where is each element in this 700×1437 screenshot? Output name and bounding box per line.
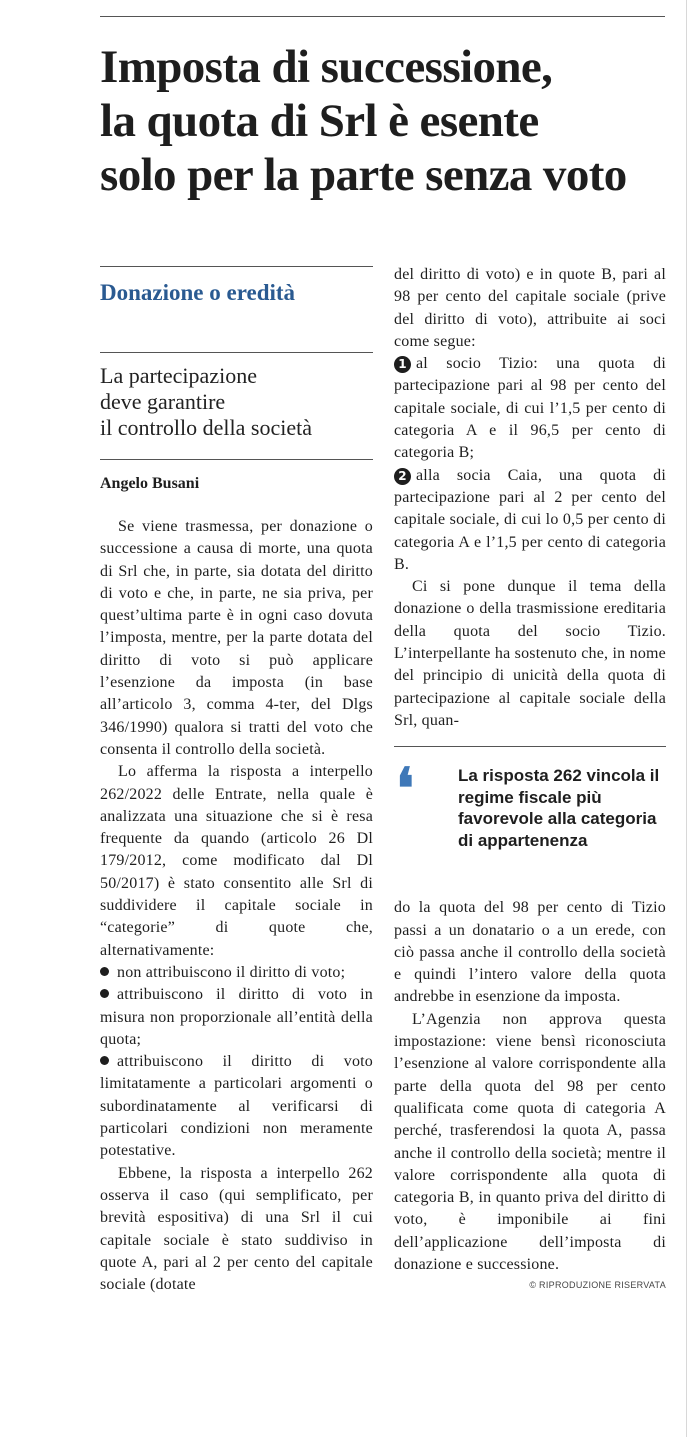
subtitle-line-1: La partecipazione bbox=[100, 363, 257, 388]
right-body-bottom bbox=[394, 897, 666, 1276]
copyright-notice: © RIPRODUZIONE RISERVATA bbox=[529, 1280, 666, 1291]
subtitle bbox=[100, 363, 373, 441]
headline-line-3: solo per la parte senza voto bbox=[100, 149, 627, 201]
left-column bbox=[100, 266, 373, 1296]
numbered-item bbox=[394, 465, 666, 576]
kicker: Donazione o eredità bbox=[100, 280, 296, 305]
subtitle-line-3: il controllo della società bbox=[100, 415, 312, 440]
pull-quote bbox=[394, 746, 666, 897]
paragraph: Se viene trasmessa, per donazione o successione a causa di morte, una quota di Srl che, in parte, sia dotata del diritto di voto e che, in parte, ne sia priva, per quest’ultima parte è in ogni caso dovuta l’imposta, mentre, per la parte dotata del diritto di voto si può applicare l’esenzione da imposta (in base all’articolo 3, comma 4-ter, del Dlgs 346/1990) qualora si tratti del voto che consenta il controllo della società. bbox=[100, 518, 373, 758]
bullet-dot-icon bbox=[100, 1056, 109, 1065]
paragraph: Ci si pone dunque il tema della donazione o della trasmissione ereditaria della quota del socio Tizio. L’interpellante ha sostenuto che, in nome del principio di unicità della quota di partecipazione al capitale sociale della Srl, quan- bbox=[394, 578, 666, 729]
paragraph: Ebbene, la risposta a interpello 262 osserva il caso (qui semplificato, per brevità espositiva) di una Srl il cui capitale sociale è stato suddiviso in quote A, pari al 2 per cento del capitale sociale (dotate bbox=[100, 1164, 373, 1294]
bullet-item bbox=[100, 1051, 373, 1162]
subtitle-line-2: deve garantire bbox=[100, 389, 226, 414]
number-badge: 1 bbox=[394, 356, 411, 373]
top-rule bbox=[100, 16, 665, 17]
bullet-dot-icon bbox=[100, 967, 109, 976]
pull-quote-text: La risposta 262 vincola il regime fiscale più favorevole alla categoria di appartenenza bbox=[458, 766, 660, 850]
headline-line-1: Imposta di successione, bbox=[100, 41, 553, 93]
bullet-item bbox=[100, 962, 373, 984]
paragraph: Lo afferma la risposta a interpello 262/2022 delle Entrate, nella quale è analizzata una situazione che si è resa frequente da quando (articolo 26 Dl 179/2012, come modificato dal Dl 50/2017) è stato consentito alle Srl di suddividere il capitale sociale in “categorie” di quote che, alternativamente: bbox=[100, 763, 373, 959]
left-body bbox=[100, 516, 373, 1296]
author-byline: Angelo Busani bbox=[100, 475, 200, 492]
quote-mark-icon: ❛ bbox=[396, 756, 415, 823]
paragraph: del diritto di voto) e in quote B, pari al 98 per cento del capitale sociale (prive del diritto di voto), attribuite ai soci come segue: bbox=[394, 266, 666, 350]
bullet-text: attribuiscono il diritto di voto limitatamente a particolari argomenti o subordinatamente al verificarsi di particolari condizioni non meramente potestative. bbox=[100, 1053, 373, 1160]
right-body-top bbox=[394, 264, 666, 732]
paragraph: do la quota del 98 per cento di Tizio passi a un donatario o a un erede, con ciò passa anche il controllo della società e quindi l’intero valore della quota andrebbe in esenzione da imposta. bbox=[394, 899, 666, 1006]
number-badge: 2 bbox=[394, 468, 411, 485]
byline-rule bbox=[100, 459, 373, 460]
numbered-item bbox=[394, 353, 666, 464]
paragraph: L’Agenzia non approva questa impostazione: viene bensì riconosciuta l’esenzione al valore corrispondente alla parte della quota del 98 per cento qualificata come quota di categoria A perché, trasferendosi la quota A, passa anche il controllo della società; mentre il valore corrispondente alla quota di categoria B, in quanto priva del diritto di voto, è imponibile ai fini dell’applicazione dell’imposta di donazione e successione. bbox=[394, 1010, 666, 1273]
headline bbox=[100, 40, 700, 202]
numbered-text: al socio Tizio: una quota di partecipazione pari al 98 per cento del capitale sociale, di cui l’1,5 per cento di categoria A e il 96,5 per cento di categoria B; bbox=[394, 355, 666, 462]
page-edge-rule bbox=[686, 0, 687, 1437]
numbered-text: alla socia Caia, una quota di partecipazione pari al 2 per cento del capitale sociale, di cui lo 0,5 per cento di categoria A e l’1,5 per cento di categoria B. bbox=[394, 466, 666, 573]
bullet-text: non attribuiscono il diritto di voto; bbox=[117, 963, 346, 981]
bullet-dot-icon bbox=[100, 989, 109, 998]
right-column bbox=[394, 264, 666, 1290]
kicker-rule bbox=[100, 266, 373, 267]
subtitle-rule bbox=[100, 352, 373, 353]
bullet-text: attribuiscono il diritto di voto in misura non proporzionale all’entità della quota; bbox=[100, 986, 373, 1048]
headline-line-2: la quota di Srl è esente bbox=[100, 95, 539, 147]
bullet-item bbox=[100, 984, 373, 1051]
